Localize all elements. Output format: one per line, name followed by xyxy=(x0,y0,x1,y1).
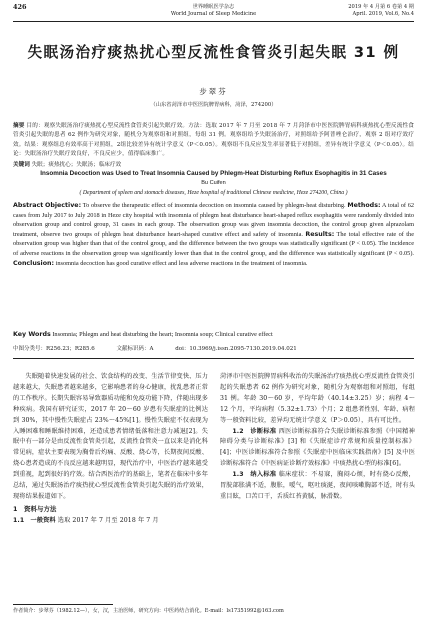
section-heading-1-3: 1.3 纳入标准 xyxy=(232,471,277,479)
keywords-en-text: Insomnia; Phlegm and heat disturbing the heart; Insomnia soup; Clinical curative effect xyxy=(52,331,273,338)
keywords-cn xyxy=(13,160,414,168)
journal-name-en: World Journal of Sleep Medicine xyxy=(170,11,257,17)
objective-text: To observe the therapeutic effect of insomnia decoction on insomnia caused by phlegm-heat disturbing. xyxy=(82,202,346,209)
header-rule xyxy=(13,21,414,22)
issue-info xyxy=(348,4,414,18)
conclusion-label: Conclusion: xyxy=(13,259,55,267)
abstract-rule xyxy=(13,358,414,359)
objective-label: Objective: xyxy=(45,202,82,209)
author-name: 步翠芬 xyxy=(199,87,228,96)
affiliation: （山东省菏泽市中医医院脾胃病科，菏泽，274200） xyxy=(150,102,277,108)
journal-name-cn: 世界睡眠医学杂志 xyxy=(192,4,235,10)
issue-en: April. 2019, Vol.6, No.4 xyxy=(352,11,414,17)
body-column-left xyxy=(13,372,208,527)
classification-row xyxy=(13,344,414,352)
doi: doi：10.3969/j.issn.2095-7130.2019.04.021 xyxy=(175,346,297,352)
section-heading-1: 1 资料与方法 xyxy=(13,504,57,513)
methods-label: Methods: xyxy=(347,202,381,209)
keywords-cn-text: 失眠；痰热扰心；失眠汤；临床疗效 xyxy=(31,162,122,168)
results-text: The total effective rate of the observation group was higher than that of the control group, and the difference between the two groups was statistically significant (P < 0.05). The incidence of adverse reactions in the observation group was significantly lower than that in the control group, and the difference was statistically significant (P < 0.05). xyxy=(13,230,414,257)
section-1-1-text: 选取 2017 年 7 月至 2018 年 7 月 xyxy=(57,516,159,524)
section-1-3-text: 临床症状：不易寐，胸闷心烦，时有烧心反酸，胃脘部胀满不适，腹胀，嗳气，呕吐痰涎，夜间咳嗽胸部不适，时有头重目眩，口苦口干，舌质红苔黄腻，脉滑数。 xyxy=(220,471,415,500)
conclusion-text: insomnia decoction has good curative effect and less adverse reactions in the treatment of insomnia. xyxy=(55,259,308,267)
section-1-2-text: 西医诊断标准符合失眠诊断标准参照《中国精神障碍分类与诊断标准》[3] 和《失眠症诊疗常规和质量控制标准》[4]；中医诊断标准符合参照《失眠症中医临床实践指南》[5] 及中医诊断标准符合《中医病证诊断疗效标准》中痰热扰心型的标准[6]。 xyxy=(220,427,415,468)
abstract-en xyxy=(13,201,414,268)
affiliation-en: ( Department of spleen and stomach diseases, Heze hospital of traditional Chinese medicine, Heze 274200, China ) xyxy=(79,190,348,196)
keywords-cn-label: 关键词 xyxy=(13,162,30,168)
section-heading-1-2: 1.2 诊断标准 xyxy=(232,427,277,435)
article-title-en: Insomnia Decoction was Used to Treat Insomnia Caused by Phlegm-Heat Disturbing Reflux Esophagitis in 31 Cases xyxy=(40,170,387,177)
author-footnote: 作者简介：步翠芬（1982.12—），女，汉，主治医师，研究方向：中医药结合消化。E-mail：ls17351992@163.com xyxy=(13,608,284,614)
document-code: 文献标识码：A xyxy=(116,346,154,352)
article-title: 失眠汤治疗痰热扰心型反流性食管炎引起失眠 31 例 xyxy=(27,44,400,61)
author-name-en: Bu Cuifen xyxy=(201,180,226,186)
footnote-rule xyxy=(13,604,113,605)
clc-number: 中图分类号：R256.23；R285.6 xyxy=(13,346,95,352)
section-1-1-continued: 菏泽市中医医院脾胃病科收治的失眠汤治疗痰热扰心型反流性食管炎引起的失眠患者 62 例作为研究对象，随机分为观察组和对照组，每组 31 例。年龄 30～60 岁，平均年龄（40.14±3.25）岁；病程 4～12 个月，平均病程（5.32±1.73）个月；2 组患者性别、年龄、病程等一般资料比较，差异均无统计学意义（P＞0.05），具有可比性。 xyxy=(220,373,415,424)
issue-cn: 2019 年 4 月第 6 卷第 4 期 xyxy=(348,4,414,10)
methods-text: A total of 62 cases from July 2017 to July 2018 in Heze city hospital with insomnia of phlegm heat disturbance heart-shaped reflux esophagitis were randomly divided into observation group and control group, 31 cases in each group. The observation group was given insomnia decoction, the control group given alprazolam treatment, observe two groups of phlegm heat disturbance heart-shaped curative effect and safety of insomnia. xyxy=(13,202,415,238)
results-label: Results: xyxy=(305,230,335,238)
keywords-en xyxy=(13,331,414,338)
abstract-cn xyxy=(13,122,414,159)
intro-paragraph: 失眠随着快速发展的社会、饮食结构的改变、生活节律变快、压力越来越大，失眠患者越来越多，它影响患者的身心健康，扰乱患者正常的工作秩序。长期失眠容易导致器质功能和免疫功能下降，伴随出现多种疾病。我国有研究证实，2017 年 20～60 岁患有失眠症的比例达到 30%，其中慢性失眠症占 23%～45%[1]。慢性失眠症不仅表现为入睡困难和睡眠维持困难，还造成患者情绪低落和注意力减退[2]。失眠中有一部分是由反流性食管炎引起，反流性食管炎一直以来是消化科常见病，症状主要表现为胸骨后灼痛、反酸、烧心等，长期夜间反酸、烧心患者造成的不良反应越来越明显，现代治疗中，中医治疗越来越受到重视，起到很好的疗效。结合西医治疗的基础上，笔者在临床中多年总结，通过失眠汤治疗痰热扰心型反流性食管炎引起失眠的治疗效果，现将结果报道如下。 xyxy=(13,373,208,500)
section-heading-1-1: 1.1 一般资料 xyxy=(13,516,56,524)
abstract-cn-label: 摘要 xyxy=(13,123,25,129)
running-header xyxy=(13,4,414,22)
page-number: 426 xyxy=(13,3,27,11)
body-column-right xyxy=(220,372,415,503)
abstract-en-label: Abstract xyxy=(13,202,44,209)
keywords-en-label: Key Words xyxy=(13,331,51,338)
abstract-cn-text: 目的：观察失眠汤治疗痰热扰心型反流性食管炎引起失眠疗效。方法：选取 2017 年 7 月至 2018 年 7 月菏泽市中医医院脾胃病科痰热扰心型反流性食管炎引起失眠的患者 62 例作为研究对象，随机分为观察组和对照组，每组 31 例。观察组给予失眠汤治疗，对照组给予阿普唑仑治疗，观察 2 组对疗效疗效。结果：观察组总有效率高于对照组，2组比较差异有统计学意义（P＜0.05）。观察组不良反应发生率显著低于对照组，差异有统计学意义（P＜0.05）。结论：失眠汤治疗失眠疗效良好，不良反应少，值得临床推广。 xyxy=(13,123,414,157)
